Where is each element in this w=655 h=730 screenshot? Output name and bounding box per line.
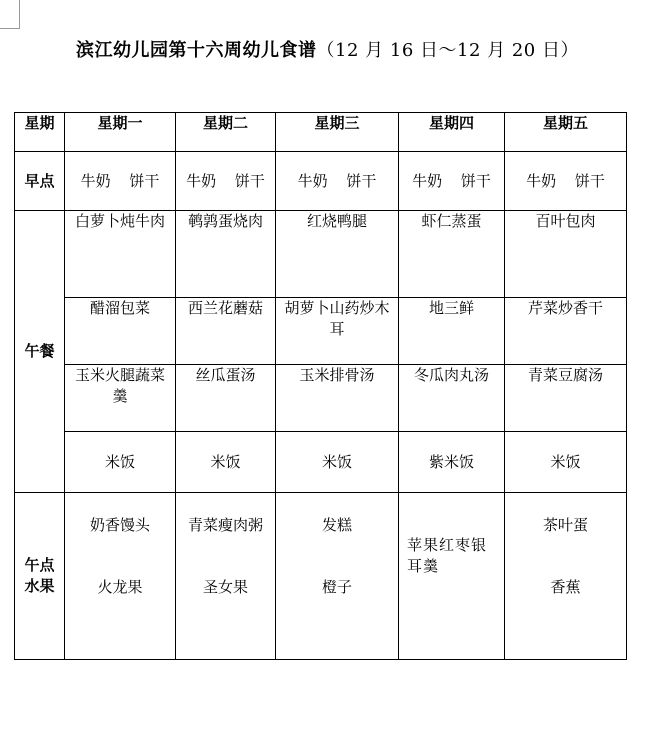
snack-row — [15, 493, 627, 660]
breakfast-monday: 牛奶 饼干 — [65, 152, 176, 211]
snack-tuesday-fruit: 圣女果 — [202, 578, 248, 596]
lunch-row-main-dish — [15, 211, 627, 298]
breakfast-row — [15, 152, 627, 211]
lunch-row-soup — [15, 365, 627, 432]
lunch-side-thursday: 地三鲜 — [399, 298, 505, 365]
header-thursday: 星期四 — [399, 113, 505, 152]
snack-label — [15, 493, 65, 660]
snack-friday — [505, 493, 627, 660]
page-title — [0, 36, 655, 62]
title-main: 滨江幼儿园第十六周幼儿食谱 — [76, 40, 317, 61]
title-date-range: （12 月 16 日～12 月 20 日） — [316, 40, 579, 61]
menu-table — [14, 112, 627, 660]
snack-wednesday — [276, 493, 399, 660]
lunch-row-side-dish — [15, 298, 627, 365]
lunch-staple-tuesday: 米饭 — [176, 432, 276, 493]
header-monday: 星期一 — [65, 113, 176, 152]
lunch-soup-wednesday: 玉米排骨汤 — [276, 365, 399, 432]
lunch-main-wednesday: 红烧鸭腿 — [276, 211, 399, 298]
lunch-label: 午餐 — [15, 211, 65, 493]
header-wednesday: 星期三 — [276, 113, 399, 152]
header-friday: 星期五 — [505, 113, 627, 152]
lunch-soup-monday: 玉米火腿蔬菜羹 — [65, 365, 176, 432]
lunch-side-monday: 醋溜包菜 — [65, 298, 176, 365]
lunch-staple-monday: 米饭 — [65, 432, 176, 493]
lunch-main-monday: 白萝卜炖牛肉 — [65, 211, 176, 298]
breakfast-friday: 牛奶 饼干 — [505, 152, 627, 211]
snack-monday-fruit: 火龙果 — [97, 578, 143, 596]
breakfast-wednesday: 牛奶 饼干 — [276, 152, 399, 211]
snack-tuesday-snack: 青菜瘦肉粥 — [187, 516, 263, 534]
lunch-soup-tuesday: 丝瓜蛋汤 — [176, 365, 276, 432]
breakfast-thursday: 牛奶 饼干 — [399, 152, 505, 211]
header-weekday-label: 星期 — [15, 113, 65, 152]
lunch-side-tuesday: 西兰花蘑菇 — [176, 298, 276, 365]
lunch-main-thursday: 虾仁蒸蛋 — [399, 211, 505, 298]
lunch-side-wednesday: 胡萝卜山药炒木耳 — [276, 298, 399, 365]
lunch-main-tuesday: 鹌鹑蛋烧肉 — [176, 211, 276, 298]
snack-label-line2: 水果 — [24, 577, 55, 595]
lunch-soup-thursday: 冬瓜肉丸汤 — [399, 365, 505, 432]
snack-monday-snack: 奶香馒头 — [89, 516, 150, 534]
snack-friday-fruit: 香蕉 — [550, 578, 581, 596]
snack-wednesday-fruit: 橙子 — [321, 578, 352, 596]
lunch-staple-wednesday: 米饭 — [276, 432, 399, 493]
lunch-side-friday: 芹菜炒香干 — [505, 298, 627, 365]
lunch-main-friday: 百叶包肉 — [505, 211, 627, 298]
lunch-row-staple — [15, 432, 627, 493]
snack-thursday-soup: 苹果红枣银耳羹 — [407, 536, 488, 575]
lunch-soup-friday: 青菜豆腐汤 — [505, 365, 627, 432]
snack-tuesday — [176, 493, 276, 660]
header-tuesday: 星期二 — [176, 113, 276, 152]
header-row — [15, 113, 627, 152]
snack-wednesday-snack: 发糕 — [321, 516, 352, 534]
breakfast-label: 早点 — [15, 152, 65, 211]
page-corner-mark — [0, 0, 20, 20]
lunch-staple-thursday: 紫米饭 — [399, 432, 505, 493]
snack-friday-snack: 茶叶蛋 — [542, 516, 588, 534]
lunch-staple-friday: 米饭 — [505, 432, 627, 493]
breakfast-tuesday: 牛奶 饼干 — [176, 152, 276, 211]
snack-thursday — [399, 493, 505, 660]
snack-label-line1: 午点 — [24, 556, 55, 574]
snack-monday — [65, 493, 176, 660]
